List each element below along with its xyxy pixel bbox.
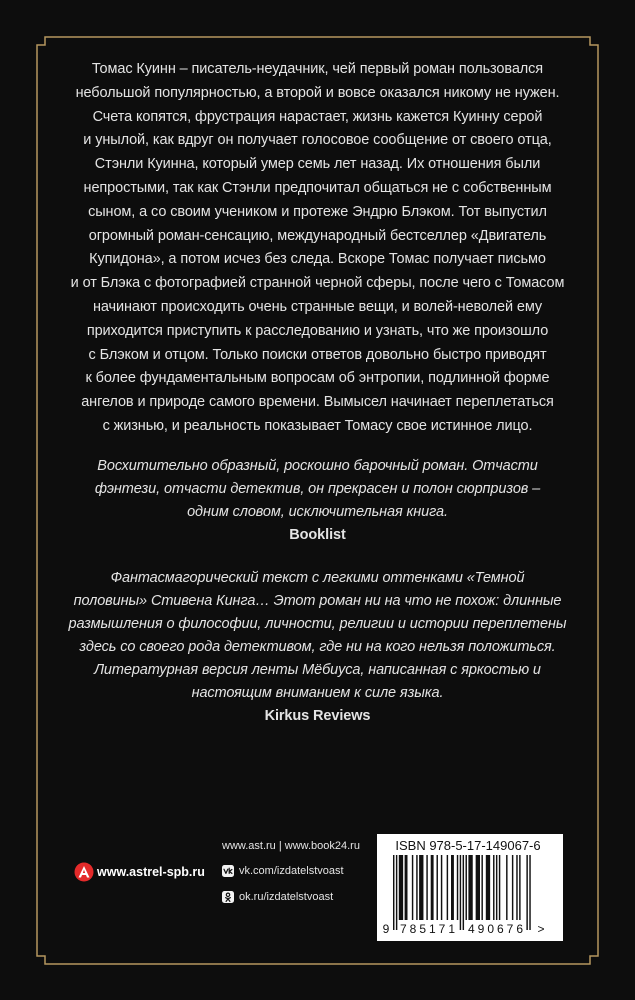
review-source: Kirkus Reviews xyxy=(264,708,371,724)
review-kirkus xyxy=(37,567,598,728)
barcode-bar xyxy=(441,855,442,920)
barcode-bar xyxy=(451,855,454,920)
barcode-first-digit: 9 xyxy=(382,922,390,936)
publisher-main-site: www.astrel-spb.ru xyxy=(97,865,205,879)
barcode-guard-bar xyxy=(529,855,530,930)
isbn-label: ISBN 978-5-17-149067-6 xyxy=(395,838,541,853)
barcode-bar xyxy=(481,855,482,920)
book-annotation: Томас Куинн – писатель-неудачник, чей первый роман пользовался небольшой популярностью, а второй и вовсе оказался никому не нужен. Счета копятся, фрустрация нарастает, жизнь кажется Куинну серой и унылой, как вдруг он получает голосовое сообщение от своего отца, Стэнли Куинна, который умер семь лет назад. Их отношения были непростыми, так как Стэнли предпочитал общаться не с собственным сыном, а со своим учеником и протеже Эндрю Блэком. Тот выпустил огромный роман-сенсацию, международный бестселлер «Двигатель Купидона», а потом исчез без следа. Вскоре Томас получает письмо и от Блэка с фотографией странной черной сферы, после чего с Томасом начинают происходить очень странные вещи, и волей-неволей ему приходится приступить к расследованию и узнать, что же произошло с Блэком и отцом. Только поиски ответов довольно быстро приводят к более фундаментальным вопросам об энтропии, подлинной форме ангелов и природе самого времени. Вымысел начинает переплетаться с жизнью, и реальность показывает Томасу свое истинное лицо. xyxy=(70,61,565,434)
review-source: Booklist xyxy=(289,527,346,543)
barcode-bar xyxy=(457,855,458,920)
barcode-bar xyxy=(466,855,467,920)
review-booklist xyxy=(37,455,598,547)
publisher-ok: ok.ru/izdatelstvoast xyxy=(239,891,334,903)
barcode-right-digits: 490676 xyxy=(467,922,527,936)
barcode-bar xyxy=(516,855,517,920)
barcode-bar xyxy=(499,855,500,920)
review-quote: Фантасмагорический текст с легкими оттенками «Темной половины» Стивена Кинга… Этот роман ни на что не похож: длинные размышления о философии, личности, религии и истории переплетены здесь со своего рода детективом, где ни на кого нельзя положиться. Литературная версия ленты Мёбиуса, написанная с яркостью и настоящим вниманием к силе языка. xyxy=(68,570,567,701)
barcode-guard-bar xyxy=(460,855,461,930)
publisher-sites: www.ast.ru | www.book24.ru xyxy=(222,840,360,852)
barcode-bar xyxy=(437,855,438,920)
barcode-guard-bar xyxy=(463,855,464,930)
barcode-guard-bar xyxy=(393,855,394,930)
vk-icon xyxy=(222,865,234,877)
barcode-bar xyxy=(512,855,513,920)
barcode-bar xyxy=(412,855,413,920)
barcode-bar xyxy=(493,855,494,920)
ok-icon xyxy=(222,891,234,903)
barcode-bar xyxy=(419,855,423,920)
review-quote: Восхитительно образный, роскошно барочный роман. Отчасти фэнтези, отчасти детектив, он прекрасен и полон сюрпризов – одним словом, исключительная книга. xyxy=(94,458,541,520)
barcode-guard-bar xyxy=(526,855,527,930)
barcode-bar xyxy=(405,855,408,920)
barcode-bar xyxy=(486,855,490,920)
barcode-bar xyxy=(399,855,403,920)
barcode-bar xyxy=(519,855,520,920)
barcode-bar xyxy=(426,855,427,920)
barcode-bar xyxy=(447,855,448,920)
barcode-bar xyxy=(416,855,417,920)
barcode-bar xyxy=(496,855,497,920)
barcode-left-digits: 785171 xyxy=(399,922,459,936)
barcode-guard-bar xyxy=(396,855,397,930)
barcode-bar xyxy=(468,855,472,920)
barcode xyxy=(377,834,563,941)
ast-logo-icon xyxy=(74,862,94,882)
barcode-bar xyxy=(506,855,507,920)
barcode-bar xyxy=(431,855,434,920)
barcode-quiet-zone-mark: > xyxy=(537,922,545,936)
barcode-bar xyxy=(476,855,480,920)
publisher-vk: vk.com/izdatelstvoast xyxy=(239,865,344,877)
